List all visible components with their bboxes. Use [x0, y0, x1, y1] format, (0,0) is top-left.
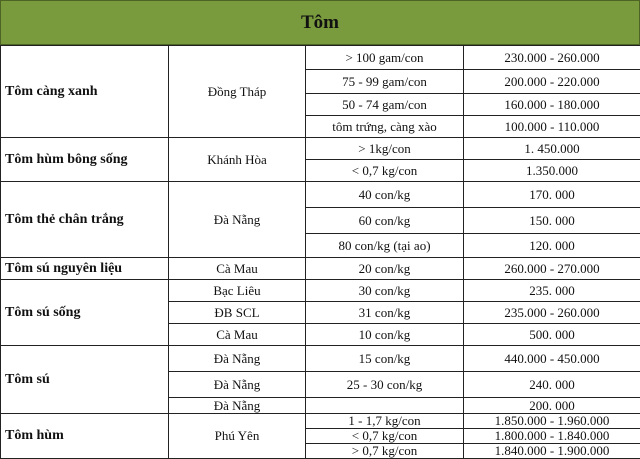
price-cell: 200.000 - 220.000: [464, 70, 640, 94]
table-row: [1, 182, 640, 208]
region-cell: Phú Yên: [169, 414, 306, 459]
size-cell: 40 con/kg: [306, 182, 464, 208]
size-cell: 50 - 74 gam/con: [306, 94, 464, 116]
table-row: [1, 414, 640, 429]
region-cell: Đà Nẵng: [169, 346, 306, 372]
table-row: [1, 280, 640, 302]
price-cell: 1.840.000 - 1.900.000: [464, 444, 640, 459]
product-name-cell: Tôm sú nguyên liệu: [1, 258, 169, 280]
product-name-cell: Tôm sú: [1, 346, 169, 414]
table-row: [1, 258, 640, 280]
size-cell: > 1kg/con: [306, 138, 464, 160]
price-cell: 120. 000: [464, 234, 640, 258]
price-cell: 235.000 - 260.000: [464, 302, 640, 324]
product-name-cell: Tôm sú sống: [1, 280, 169, 346]
price-cell: 160.000 - 180.000: [464, 94, 640, 116]
size-cell: > 0,7 kg/con: [306, 444, 464, 459]
size-cell: tôm trứng, càng xào: [306, 116, 464, 138]
price-cell: 1.350.000: [464, 160, 640, 182]
price-cell: 260.000 - 270.000: [464, 258, 640, 280]
product-name-cell: Tôm càng xanh: [1, 46, 169, 138]
table-title: Tôm: [0, 0, 640, 45]
product-name-cell: Tôm hùm bông sống: [1, 138, 169, 182]
size-cell: 20 con/kg: [306, 258, 464, 280]
size-cell: [306, 398, 464, 414]
price-table-body: [1, 46, 640, 459]
size-cell: 15 con/kg: [306, 346, 464, 372]
size-cell: 75 - 99 gam/con: [306, 70, 464, 94]
region-cell: Đà Nẵng: [169, 182, 306, 258]
product-name-cell: Tôm hùm: [1, 414, 169, 459]
size-cell: 10 con/kg: [306, 324, 464, 346]
region-cell: Đà Nẵng: [169, 398, 306, 414]
price-cell: 1.850.000 - 1.960.000: [464, 414, 640, 429]
size-cell: 80 con/kg (tại ao): [306, 234, 464, 258]
region-cell: Cà Mau: [169, 258, 306, 280]
table-row: [1, 46, 640, 70]
price-cell: 100.000 - 110.000: [464, 116, 640, 138]
price-cell: 1.800.000 - 1.840.000: [464, 429, 640, 444]
region-cell: ĐB SCL: [169, 302, 306, 324]
price-cell: 500. 000: [464, 324, 640, 346]
size-cell: 31 con/kg: [306, 302, 464, 324]
price-cell: 200. 000: [464, 398, 640, 414]
size-cell: 30 con/kg: [306, 280, 464, 302]
price-cell: 230.000 - 260.000: [464, 46, 640, 70]
size-cell: 25 - 30 con/kg: [306, 372, 464, 398]
size-cell: < 0,7 kg/con: [306, 160, 464, 182]
size-cell: < 0,7 kg/con: [306, 429, 464, 444]
size-cell: > 100 gam/con: [306, 46, 464, 70]
size-cell: 60 con/kg: [306, 208, 464, 234]
price-cell: 440.000 - 450.000: [464, 346, 640, 372]
product-name-cell: Tôm thẻ chân trắng: [1, 182, 169, 258]
region-cell: Đà Nẵng: [169, 372, 306, 398]
region-cell: Bạc Liêu: [169, 280, 306, 302]
price-cell: 235. 000: [464, 280, 640, 302]
table-row: [1, 138, 640, 160]
region-cell: Đồng Tháp: [169, 46, 306, 138]
region-cell: Cà Mau: [169, 324, 306, 346]
table-row: [1, 346, 640, 372]
price-table: [0, 45, 640, 459]
price-cell: 150. 000: [464, 208, 640, 234]
price-cell: 240. 000: [464, 372, 640, 398]
price-cell: 170. 000: [464, 182, 640, 208]
region-cell: Khánh Hòa: [169, 138, 306, 182]
price-cell: 1. 450.000: [464, 138, 640, 160]
size-cell: 1 - 1,7 kg/con: [306, 414, 464, 429]
